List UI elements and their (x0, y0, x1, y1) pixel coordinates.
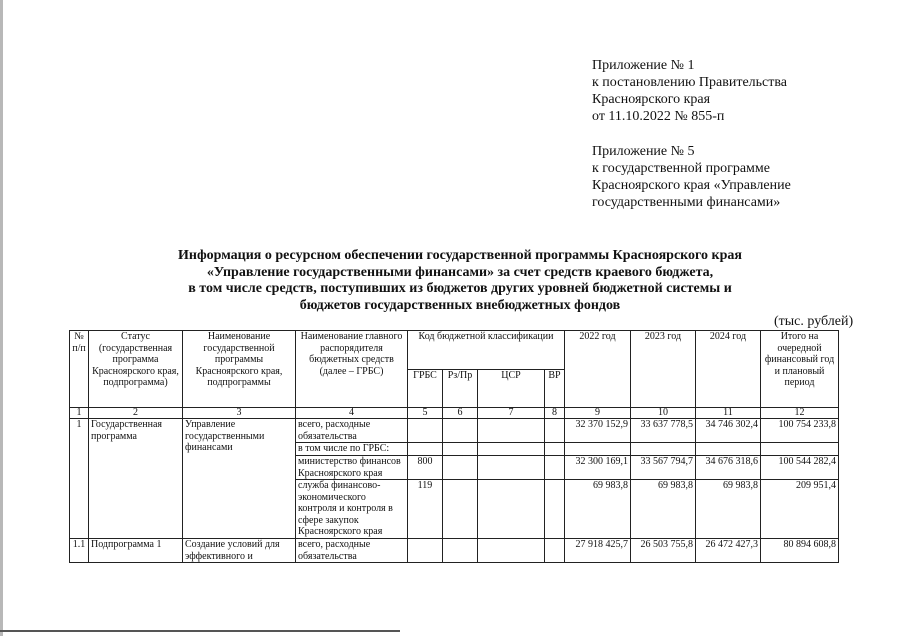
row-2024: 26 472 427,3 (696, 539, 761, 563)
row-csr (478, 539, 545, 563)
row-rzpr (443, 456, 478, 480)
row-grbs-code: 800 (408, 456, 443, 480)
row-grbs-code (408, 419, 443, 443)
row-2022 (565, 443, 631, 456)
row-2022: 69 983,8 (565, 480, 631, 539)
scan-edge-left (0, 0, 3, 636)
header-grbs-name: Наименование главного распорядителя бюджетных средств (далее – ГРБС) (296, 331, 408, 408)
title-line: бюджетов государственных внебюджетных фондов (299, 297, 621, 313)
header-code-group: Код бюджетной классификации (408, 331, 565, 370)
column-number: 3 (183, 408, 296, 419)
title-line: в том числе средств, поступивших из бюджетов других уровней бюджетной системы и (188, 281, 732, 296)
annex-1-line: к постановлению Правительства (592, 75, 788, 90)
column-number: 9 (565, 408, 631, 419)
row-num: 1.1 (70, 539, 89, 563)
row-grbs-name: всего, расходные обязательства (296, 419, 408, 443)
row-name: Управление государственными финансами (183, 419, 296, 539)
row-csr (478, 480, 545, 539)
row-total: 80 894 608,8 (761, 539, 839, 563)
annex-1-header (592, 57, 787, 125)
units-label: (тыс. рублей) (774, 314, 854, 329)
scan-edge-bottom (0, 630, 400, 632)
row-vr (545, 480, 565, 539)
row-2023: 33 567 794,7 (631, 456, 696, 480)
row-name: Создание условий для эффективного и (183, 539, 296, 563)
table-row (70, 419, 839, 443)
annex-1-line: Приложение № 1 (592, 58, 695, 73)
header-vr: ВР (545, 369, 565, 408)
row-2022: 32 300 169,1 (565, 456, 631, 480)
row-grbs-name: всего, расходные обязательства (296, 539, 408, 563)
column-number: 5 (408, 408, 443, 419)
column-number: 10 (631, 408, 696, 419)
row-total (761, 443, 839, 456)
row-2022: 27 918 425,7 (565, 539, 631, 563)
row-total: 209 951,4 (761, 480, 839, 539)
row-2023: 69 983,8 (631, 480, 696, 539)
row-grbs-name: служба финансово-экономического контроля и контроля в сфере закупок Красноярского края (296, 480, 408, 539)
row-rzpr (443, 539, 478, 563)
row-vr (545, 443, 565, 456)
row-csr (478, 456, 545, 480)
row-vr (545, 419, 565, 443)
title-line: Информация о ресурсном обеспечении государственной программы Красноярского края (178, 248, 742, 263)
header-2024: 2024 год (696, 331, 761, 408)
row-grbs-name: министерство финансов Красноярского края (296, 456, 408, 480)
row-csr (478, 443, 545, 456)
row-grbs-code (408, 539, 443, 563)
row-2023 (631, 443, 696, 456)
row-num: 1 (70, 419, 89, 539)
row-status: Подпрограмма 1 (89, 539, 183, 563)
row-total: 100 754 233,8 (761, 419, 839, 443)
row-rzpr (443, 443, 478, 456)
row-rzpr (443, 419, 478, 443)
header-grbs: ГРБС (408, 369, 443, 408)
row-2023: 26 503 755,8 (631, 539, 696, 563)
row-2023: 33 637 778,5 (631, 419, 696, 443)
annex-5-line: государственными финансами» (592, 195, 781, 210)
column-number: 6 (443, 408, 478, 419)
row-vr (545, 539, 565, 563)
document-title (100, 248, 820, 314)
row-rzpr (443, 480, 478, 539)
column-number: 11 (696, 408, 761, 419)
row-2022: 32 370 152,9 (565, 419, 631, 443)
row-2024: 34 746 302,4 (696, 419, 761, 443)
header-2022: 2022 год (565, 331, 631, 408)
annex-5-header (592, 143, 791, 211)
header-num: № п/п (70, 331, 89, 408)
resource-table (69, 330, 839, 563)
row-status: Государственная программа (89, 419, 183, 539)
column-number: 8 (545, 408, 565, 419)
row-2024 (696, 443, 761, 456)
annex-5-line: к государственной программе (592, 161, 770, 176)
title-line: «Управление государственными финансами» за счет средств краевого бюджета, (206, 264, 714, 280)
row-total: 100 544 282,4 (761, 456, 839, 480)
row-vr (545, 456, 565, 480)
annex-1-line: от 11.10.2022 № 855-п (592, 109, 725, 124)
column-number: 12 (761, 408, 839, 419)
row-2024: 69 983,8 (696, 480, 761, 539)
header-csr: ЦСР (478, 369, 545, 408)
column-number: 4 (296, 408, 408, 419)
header-status: Статус (государственная программа Красноярского края, подпрограмма) (89, 331, 183, 408)
header-rzpr: Рз/Пр (443, 369, 478, 408)
header-total: Итого на очередной финансовый год и плановый период (761, 331, 839, 408)
column-number: 2 (89, 408, 183, 419)
header-name: Наименование государственной программы Красноярского края, подпрограммы (183, 331, 296, 408)
column-number-row (70, 408, 839, 419)
header-2023: 2023 год (631, 331, 696, 408)
row-grbs-name: в том числе по ГРБС: (296, 443, 408, 456)
row-grbs-code (408, 443, 443, 456)
row-csr (478, 419, 545, 443)
row-grbs-code: 119 (408, 480, 443, 539)
annex-5-line: Красноярского края «Управление (592, 178, 791, 193)
annex-1-line: Красноярского края (592, 92, 711, 107)
table-row (70, 539, 839, 563)
annex-5-line: Приложение № 5 (592, 144, 695, 159)
column-number: 7 (478, 408, 545, 419)
column-number: 1 (70, 408, 89, 419)
row-2024: 34 676 318,6 (696, 456, 761, 480)
